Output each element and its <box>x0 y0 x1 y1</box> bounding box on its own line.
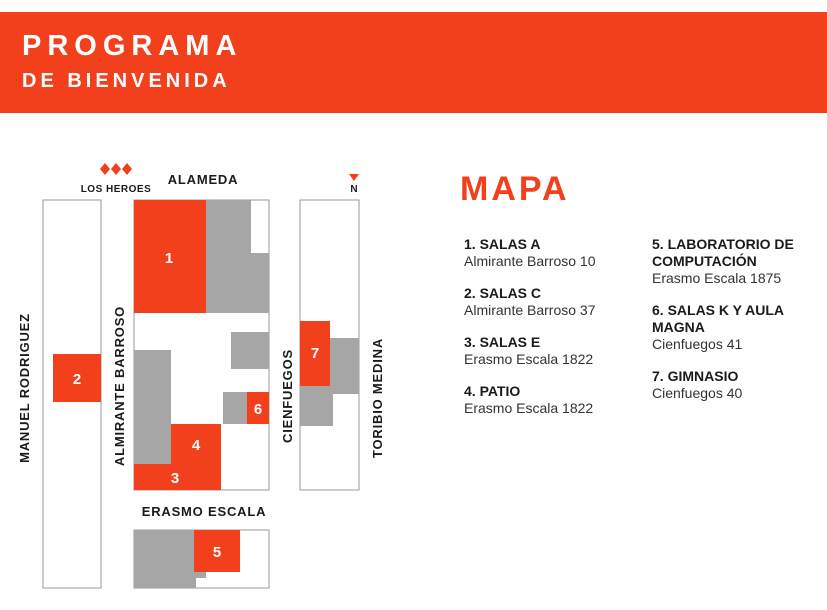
building <box>206 253 269 313</box>
street-cienfuegos: CIENFUEGOS <box>280 349 295 443</box>
building <box>223 392 247 424</box>
legend-item <box>652 236 827 287</box>
map-title: MAPA <box>460 170 570 208</box>
header-title: PROGRAMA <box>22 30 243 62</box>
marker-6: 6 <box>253 401 263 418</box>
marker-7: 7 <box>310 345 320 362</box>
marker-2: 2 <box>72 371 82 388</box>
legend-item-name: 1. SALAS A <box>464 236 541 252</box>
legend-item-name: 4. PATIO <box>464 383 521 399</box>
legend-column-1 <box>464 236 644 432</box>
street-alameda: ALAMEDA <box>167 172 239 187</box>
street-toribio-medina: TORIBIO MEDINA <box>370 337 385 459</box>
legend-item <box>464 236 644 270</box>
street-manuel-rodriguez: MANUEL RODRIGUEZ <box>17 313 32 463</box>
legend-item-address: Erasmo Escala 1822 <box>464 400 594 416</box>
building <box>231 332 269 369</box>
north-arrow-icon <box>349 174 359 181</box>
legend-item <box>464 334 644 368</box>
metro-label: LOS HEROES <box>80 184 152 195</box>
marker-1: 1 <box>164 250 174 267</box>
north-label: N <box>350 184 358 195</box>
marker-4: 4 <box>191 437 201 454</box>
legend-item-address: Almirante Barroso 37 <box>464 302 596 318</box>
building <box>330 338 359 394</box>
building <box>134 350 171 464</box>
marker-3: 3 <box>170 470 180 487</box>
legend-column-2 <box>652 236 827 417</box>
legend-item-name: 6. SALAS K Y AULA MAGNA <box>652 302 784 335</box>
legend-item <box>464 285 644 319</box>
metro-icon <box>100 163 132 175</box>
legend-item-address: Cienfuegos 41 <box>652 336 743 352</box>
building <box>206 200 251 254</box>
legend-item-address: Erasmo Escala 1822 <box>464 351 594 367</box>
legend-item <box>464 383 644 417</box>
legend-item-name: 5. LABORATORIO DE COMPUTACIÓN <box>652 236 794 269</box>
legend-item-name: 7. GIMNASIO <box>652 368 739 384</box>
header-subtitle: DE BIENVENIDA <box>22 70 231 92</box>
legend-item-address: Erasmo Escala 1875 <box>652 270 782 286</box>
legend-item-address: Cienfuegos 40 <box>652 385 743 401</box>
legend-item <box>652 368 827 402</box>
street-almirante-barroso: ALMIRANTE BARROSO <box>112 305 127 467</box>
street-erasmo-escala: ERASMO ESCALA <box>141 504 267 519</box>
marker-5: 5 <box>212 544 222 561</box>
legend-item <box>652 302 827 353</box>
legend-item-name: 2. SALAS C <box>464 285 542 301</box>
legend-item-address: Almirante Barroso 10 <box>464 253 596 269</box>
legend-item-name: 3. SALAS E <box>464 334 541 350</box>
building <box>300 386 333 426</box>
